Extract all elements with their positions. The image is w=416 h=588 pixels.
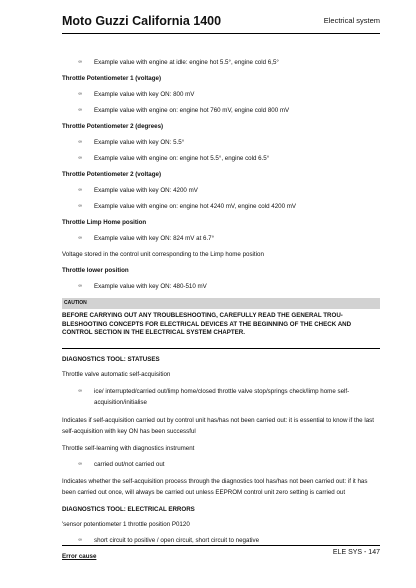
infinity-bullet-icon: ∞	[78, 139, 82, 145]
infinity-bullet-icon: ∞	[78, 59, 82, 65]
list-item	[62, 138, 380, 147]
caution-text: BEFORE CARRYING OUT ANY TROUBLESHOOTING, CAREFULLY READ THE GENERAL TROU-BLESHOOTING CONCEPTS FOR ELECTRICAL DEVICES AT THE BEGINNING OF THE CHECK AND CONTROL SECTION IN THE ELECTRICAL SYSTEM CHAPTER.	[62, 312, 352, 336]
infinity-bullet-icon: ∞	[78, 387, 82, 394]
list-item-text: Example value with key ON: 480-510 mV	[94, 283, 207, 290]
infinity-bullet-icon: ∞	[78, 155, 82, 161]
infinity-bullet-icon: ∞	[78, 107, 82, 113]
list-item-text: Example value with engine on: engine hot 5.5°, engine cold 6.5°	[94, 155, 270, 162]
list-item	[62, 386, 380, 408]
list-item-text: ice/ interrupted/carried out/limp home/closed throttle valve stop/springs check/limp home self-acquisition/initialise	[94, 387, 350, 406]
list-item-text: Example value with engine on: engine hot 760 mV, engine cold 800 mV	[94, 107, 290, 114]
lower-position-heading: Throttle lower position	[62, 267, 129, 274]
limp-home-note: Voltage stored in the control unit corresponding to the Limp home position	[62, 251, 264, 258]
section-name: Electrical system	[323, 16, 380, 25]
infinity-bullet-icon: ∞	[78, 235, 82, 241]
list-item	[62, 106, 380, 115]
statuses-paragraph-2: Indicates whether the self-acquisition process through the diagnostics tool has/has not been carried out: if it has been carried out once, will always be carried out unless EEPROM control unit zero setting is carried out	[62, 477, 368, 496]
list-item-text: Example value with key ON: 800 mV	[94, 91, 195, 98]
list-item	[62, 90, 380, 99]
list-item	[62, 186, 380, 195]
error-cause-heading: Error cause	[62, 552, 97, 560]
list-item	[62, 282, 380, 291]
page-number: ELE SYS - 147	[332, 549, 380, 556]
statuses-line-2: Throttle self-learning with diagnostics instrument	[62, 444, 195, 452]
statuses-paragraph-1: Indicates if self-acquisition carried out by control unit has/has not been carried out: it is essential to know if the last self-acquisition with key ON has been successful	[62, 416, 374, 435]
infinity-bullet-icon: ∞	[78, 536, 82, 543]
list-item-text: Example value with key ON: 4200 mV	[94, 187, 198, 194]
page-content	[62, 58, 380, 561]
list-item	[62, 202, 380, 211]
errors-line: 'sensor potentiometer 1 throttle position P0120	[62, 520, 190, 528]
list-item	[62, 460, 380, 469]
list-item-text: Example value with engine at idle: engine hot 5.5°, engine cold 6,5°	[94, 59, 279, 66]
footer-divider	[62, 545, 380, 546]
list-item	[62, 154, 380, 163]
list-item-text: carried out/not carried out	[94, 460, 165, 468]
statuses-heading: DIAGNOSTICS TOOL: STATUSES	[62, 348, 380, 364]
header-divider	[62, 33, 380, 34]
errors-heading: DIAGNOSTICS TOOL: ELECTRICAL ERRORS	[62, 505, 195, 513]
infinity-bullet-icon: ∞	[78, 187, 82, 193]
infinity-bullet-icon: ∞	[78, 283, 82, 289]
tps1-heading: Throttle Potentiometer 1 (voltage)	[62, 75, 162, 82]
limp-home-heading: Throttle Limp Home position	[62, 219, 147, 226]
infinity-bullet-icon: ∞	[78, 91, 82, 97]
tps2-degrees-heading: Throttle Potentiometer 2 (degrees)	[62, 123, 164, 130]
statuses-line-1: Throttle valve automatic self-acquisition	[62, 370, 171, 378]
list-item-text: Example value with key ON: 824 mV at 6.7°	[94, 235, 215, 242]
list-item-text: Example value with engine on: engine hot 4240 mV, engine cold 4200 mV	[94, 203, 297, 210]
list-item-text: Example value with key ON: 5.5°	[94, 139, 185, 146]
page-title: Moto Guzzi California 1400	[62, 14, 222, 28]
list-item	[62, 536, 380, 545]
list-item-text: short circuit to positive / open circuit, short circuit to negative	[94, 536, 260, 544]
list-item	[62, 58, 380, 67]
tps2-voltage-heading: Throttle Potentiometer 2 (voltage)	[62, 171, 162, 178]
caution-label: CAUTION	[62, 298, 380, 309]
infinity-bullet-icon: ∞	[78, 203, 82, 209]
list-item	[62, 234, 380, 243]
infinity-bullet-icon: ∞	[78, 460, 82, 467]
